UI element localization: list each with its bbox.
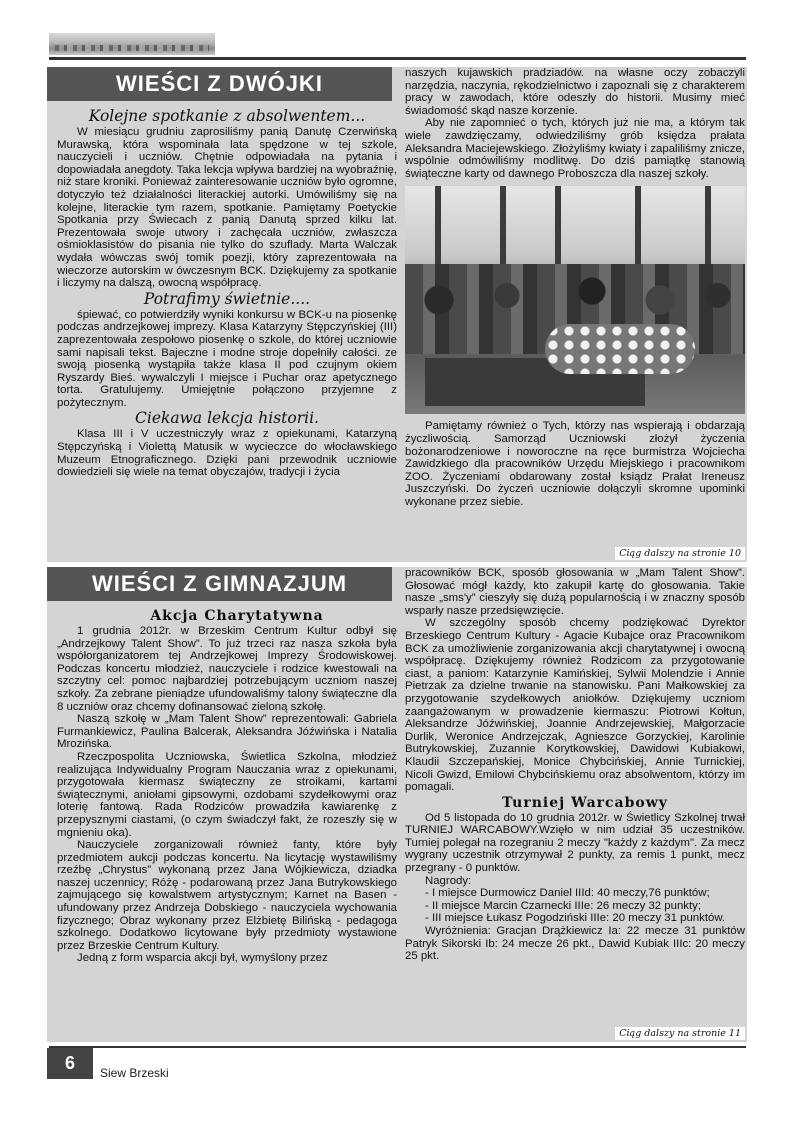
section1-banner: WIEŚCI Z DWÓJKI bbox=[47, 67, 392, 101]
section1-column-right bbox=[405, 67, 745, 509]
header-rule bbox=[49, 57, 746, 60]
paragraph: Wyróżnienia: Gracjan Drążkiewicz Ia: 22 mecze 31 punktów Patryk Sikorski Ib: 24 mecze 26 pkt., Dawid Kubiak IIIc: 20 meczy 25 pkt. bbox=[405, 925, 745, 963]
paragraph: Pamiętamy również o Tych, którzy nas wspierają i obdarzają życzliwością. Samorząd Uczniowski złożył życzenia bożonarodzeniowe i noworoczne na ręce burmistrza Wojciecha Zawidzkiego dla pracowników Urzędu Miejskiego i pracownikom ZOO. Życzeniami obdarowany został ksiądz Prałat Ireneusz Juszczyński. Do życzeń uczniowie dołączyli skromne upominki wykonane przez siebie. bbox=[405, 420, 745, 508]
section2-column-left bbox=[57, 567, 397, 965]
section-wiesci-z-dwojki bbox=[47, 67, 747, 562]
paragraph: śpiewać, co potwierdziły wyniki konkursu w BCK-u na piosenkę podczas andrzejkowej imprezy. Klasa Katarzyny Stępczyńskiej (III) zaprezentowała zespołowo piosenkę o szkole, do której uczniowie sami napisali tekst. Bajeczne i modne stroje dopełniły całości. ze swoją piosenką wystąpiła także klasa II pod czujnym okiem Ryszardy Bieś. wywalczyli I miejsce i Puchar oraz apetycznego torta. Gratulujemy. Umiejętnie połączono przyjemne z pożytecznym. bbox=[57, 308, 397, 409]
section1-column-right-top bbox=[405, 67, 745, 180]
page-number: 6 bbox=[47, 1048, 93, 1079]
paragraph: Nagrody: bbox=[425, 874, 472, 887]
paragraph: Jedną z form wsparcia akcji był, wymyślony przez bbox=[77, 952, 328, 965]
header-photo-strip bbox=[49, 33, 215, 55]
section1-column-right-bottom bbox=[405, 420, 745, 508]
paragraph: W szczególny sposób chcemy podziękować Dyrektor Brzeskiego Centrum Kultury - Agacie Kubajce oraz Pracownikom BCK za umożliwienie zorganizowania akcji charytatywnej i owocną współpracę. Dziękujemy również Rodzicom za przygotowanie ciast, a paniom: Katarzynie Kamińskiej, Sylwii Molendzie i Annie Pietrzak za dzielne trwanie na stanowisku. Pani Małkowskiej za przygotowanie szydełkowych aniołków. Dziękujemy uczniom zaangażowanym w prowadzenie kiermaszu: Piotrowi Kołtun, Aleksandrze Jóźwińskiej, Joannie Andrzejewskiej, Małgorzacie Durlik, Weronice Andrzejczak, Agnieszce Gorzyckiej, Karolinie Butrykowskiej, Zuzannie Korytkowskiej, Dawidowi Kubiakowi, Klaudii Szczepańskiej, Monice Chybcińskiej, Annie Turnickiej, Nicoli Gwizd, Emilowi Chybcińskiemu oraz absolwentom, którzy im pomagali. bbox=[405, 617, 745, 794]
article-heading: Potrafimy świetnie.... bbox=[143, 289, 311, 308]
paragraph: Klasa III i V uczestniczyły wraz z opiekunami, Katarzyną Stępczyńską i Violettą Matusik w wycieczce do włocławskiego Muzeum Etnograficznego. Dzięki pani przewodnik uczniowie dowiedzieli się wiele na temat obyczajów, tradycji i życia bbox=[57, 428, 397, 479]
paragraph: Naszą szkołę w „Mam Talent Show” reprezentowali: Gabriela Furmankiewicz, Paulina Balcerak, Aleksandra Jóźwińska i Natalia Mrozińska. bbox=[57, 713, 397, 751]
paragraph: naszych kujawskich pradziadów. na własne oczy zobaczyli narzędzia, naczynia, rękodzielnictwo i zapoznali się z charakterem pracy w zawodach, które odeszły do historii. Musimy mieć świadomość skąd nasze korzenie. bbox=[405, 67, 745, 117]
publication-name: Siew Brzeski bbox=[100, 1066, 169, 1080]
section2-column-right bbox=[405, 567, 745, 963]
paragraph: 1 grudnia 2012r. w Brzeskim Centrum Kultur odbył się „Andrzejkowy Talent Show”. To już trzeci raz nasza szkoła była współorganizatorem tej Andrzejkowej Imprezy Środowiskowej. Podczas koncertu młodzież, nauczyciele i rodzice kwestowali na szczytny cel: pomoc najbardziej potrzebującym uczniom naszej szkoły. Za zebrane pieniądze ufundowaliśmy talony świąteczne dla 8 uczniów oraz chcemy dofinansować zieloną szkołę. bbox=[57, 625, 397, 713]
article-heading: Turniej Warcabowy bbox=[502, 794, 668, 811]
continued-note: Ciąg dalszy na stronie 11 bbox=[615, 1027, 745, 1040]
cemetery-photo bbox=[405, 186, 745, 414]
paragraph: Aby nie zapomnieć o tych, których już nie ma, a którym tak wiele zawdzięczamy, odwiedziliśmy grób księdza prałata Aleksandra Maciejewskiego. Złożyliśmy kwiaty i zapaliliśmy znicze, wspólnie odmówiliśmy modlitwę. Do dziś pamiątkę stanowią świąteczne karty od dawnego Proboszcza dla naszej szkoły. bbox=[405, 117, 745, 180]
paragraph: Nauczyciele zorganizowali również fanty, które były przedmiotem aukcji podczas koncertu. Na licytację wystawiliśmy rzeźbę „Chrystus” wykonaną przez Jana Wójkiewicza, dziadka naszej uczennicy; Różę - podarowaną przez Jana Butrykowskiego zajmującego się kowalstwem artystycznym; Karnet na Basen - ufundowany przez Andrzeja Dobskiego - nauczyciela wychowania fizycznego; Obraz wykonany przez Elżbietę Bilińską - pedagoga szkolnego. Dodatkowo licytowane były przedmioty wystawione przez Brzeskie Centrum Kultury. bbox=[57, 839, 397, 952]
paragraph: - I miejsce Durmowicz Daniel IIId: 40 meczy,76 punktów; bbox=[425, 887, 710, 900]
article-heading: Ciekawa lekcja historii. bbox=[135, 409, 319, 428]
article-heading: Kolejne spotkanie z absolwentem... bbox=[88, 107, 366, 125]
paragraph: - II miejsce Marcin Czarnecki IIIe: 26 meczy 32 punkty; bbox=[425, 899, 702, 912]
paragraph: - III miejsce Łukasz Pogodziński IIIe: 20 meczy 31 punktów. bbox=[425, 912, 726, 925]
footer-rule bbox=[49, 1046, 746, 1048]
paragraph: Od 5 listopada do 10 grudnia 2012r. w Świetlicy Szkolnej trwał TURNIEJ WARCABOWY.Wzięło w nim udział 35 uczestników. Turniej polegał na rozegraniu 2 meczy "każdy z każdym". Za mecz wygrany uczestnik otrzymywał 2 punkty, za remis 1 punkt, mecz przegrany - 0 punktów. bbox=[405, 811, 745, 875]
continued-note: Ciąg dalszy na stronie 10 bbox=[615, 547, 745, 560]
section2-banner: WIEŚCI Z GIMNAZJUM bbox=[47, 567, 392, 601]
section-wiesci-z-gimnazjum bbox=[47, 567, 747, 1042]
paragraph: pracowników BCK, sposób głosowania w „Mam Talent Show”. Głosować mógł każdy, kto zakupił kartę do głosowania. Takie nasze „sms'y” cieszyły się dużą popularnością i w znaczny sposób wsparły nasze przedsięwzięcie. bbox=[405, 567, 745, 617]
section1-column-left bbox=[57, 67, 397, 479]
paragraph: Rzeczpospolita Uczniowska, Świetlica Szkolna, młodzież realizująca Indywidualny Program Nauczania wraz z opiekunami, przygotowała kiermasz świąteczny ze stroikami, kartami świątecznymi, aniołami gipsowymi, ozdobami szydełkowymi oraz loterię fantową. Rada Rodziców prowadziła kawiarenkę z przepysznymi ciastami, (o czym świadczył fakt, że rozeszły się w mgnieniu oka). bbox=[57, 750, 397, 839]
article-heading: Akcja Charytatywna bbox=[150, 608, 324, 624]
paragraph: W miesiącu grudniu zaprosiliśmy panią Danutę Czerwińską Murawską, która wspominała lata spędzone w tej szkole, nauczycieli i uczniów. Chętnie odpowiadała na pytania i dopowiadała anegdoty. Taka lekcja wpływa bardziej na wyobraźnię, niż stare kroniki. Ponieważ zainteresowanie uczniów było ogromne, dotyczyło też działalności literackiej autorki. Umówiliśmy się na kolejne, literackie tym razem, spotkanie. Pamiętamy Poetyckie Spotkania przy Świecach z panią Danutą sprzed kilku lat. Prezentowała swoje utwory i zachęcała uczniów, zwłaszcza ośmioklasistów do pisania nie tylko do szuflady. Marta Walczak wydała wówczas swój tomik poezji, który zaprezentowała na wieczorze autorskim w ówczesnym BCK. Dziękujemy za spotkanie i liczymy na dalszą, owocną współpracę. bbox=[57, 126, 397, 290]
